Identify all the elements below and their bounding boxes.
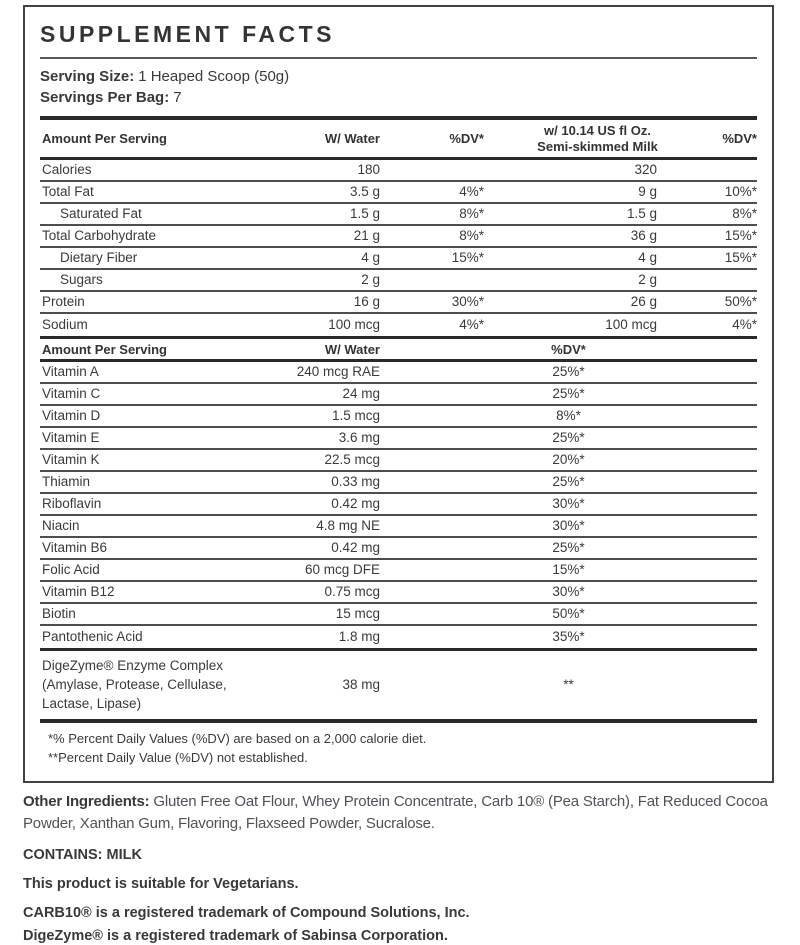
water-dv: 30%* bbox=[451, 294, 484, 309]
panel-title: SUPPLEMENT FACTS bbox=[40, 21, 335, 47]
table-row bbox=[40, 204, 757, 226]
water-dv: 25%* bbox=[552, 364, 585, 379]
water-dv: 35%* bbox=[552, 629, 585, 644]
table1-header-dv1: %DV* bbox=[449, 131, 484, 146]
nutrition-table-vitamins bbox=[40, 362, 757, 648]
enzyme-complex-name-line: (Amylase, Protease, Cellulase, bbox=[42, 677, 227, 692]
table-row bbox=[40, 270, 757, 292]
footnote-not-established: **Percent Daily Value (%DV) not established. bbox=[48, 750, 308, 765]
water-dv: 25%* bbox=[552, 430, 585, 445]
table2-header-row bbox=[40, 339, 757, 359]
water-dv: 4%* bbox=[459, 317, 484, 332]
table1-header-row bbox=[40, 120, 757, 157]
table2-header-amount: Amount Per Serving bbox=[42, 341, 167, 357]
water-amount: 100 mcg bbox=[328, 317, 380, 332]
table1-header-milk bbox=[490, 123, 705, 155]
table-row bbox=[40, 604, 757, 626]
water-amount: 0.33 mg bbox=[331, 474, 380, 489]
milk-amount: 2 g bbox=[638, 272, 657, 287]
nutrient-name: Niacin bbox=[42, 518, 80, 533]
water-dv: 30%* bbox=[552, 584, 585, 599]
nutrient-name: Calories bbox=[42, 162, 92, 177]
table1-header-milk-line1: w/ 10.14 US fl Oz. bbox=[544, 122, 651, 138]
water-dv: 8%* bbox=[556, 408, 581, 423]
water-amount: 24 mg bbox=[342, 386, 380, 401]
water-amount: 22.5 mcg bbox=[324, 452, 380, 467]
table-row bbox=[40, 160, 757, 182]
water-amount: 180 bbox=[357, 162, 380, 177]
table-row bbox=[40, 428, 757, 450]
water-amount: 0.42 mg bbox=[331, 540, 380, 555]
water-amount: 3.5 g bbox=[349, 184, 380, 199]
trademark-carb10: CARB10® is a registered trademark of Compound Solutions, Inc. bbox=[23, 905, 470, 921]
water-dv: 50%* bbox=[552, 606, 585, 621]
milk-dv: 15%* bbox=[724, 228, 757, 243]
nutrient-name: Sugars bbox=[60, 272, 103, 287]
water-amount: 0.75 mcg bbox=[324, 584, 380, 599]
water-amount: 2 g bbox=[361, 272, 380, 287]
nutrient-name: Thiamin bbox=[42, 474, 91, 489]
nutrient-name: Vitamin A bbox=[42, 364, 99, 379]
milk-amount: 9 g bbox=[638, 184, 657, 199]
nutrient-name: Total Fat bbox=[42, 184, 94, 199]
servings-per-bag-value: 7 bbox=[173, 89, 182, 106]
water-amount: 60 mcg DFE bbox=[304, 562, 380, 577]
table-row bbox=[40, 450, 757, 472]
table1-header-dv2: %DV* bbox=[722, 131, 757, 146]
table-row bbox=[40, 314, 757, 336]
water-amount: 21 g bbox=[353, 228, 380, 243]
water-amount: 240 mcg RAE bbox=[296, 364, 380, 379]
other-ingredients bbox=[23, 791, 779, 835]
vegetarian-note: This product is suitable for Vegetarians. bbox=[23, 876, 299, 892]
table-row bbox=[40, 384, 757, 406]
milk-dv: 15%* bbox=[724, 250, 757, 265]
milk-amount: 320 bbox=[634, 162, 657, 177]
table-row bbox=[40, 626, 757, 648]
table-row bbox=[40, 226, 757, 248]
table-row bbox=[40, 406, 757, 428]
label-footer-text bbox=[23, 791, 779, 945]
serving-info bbox=[40, 59, 757, 116]
water-dv: 25%* bbox=[552, 474, 585, 489]
water-dv: 30%* bbox=[552, 518, 585, 533]
nutrient-name: Folic Acid bbox=[42, 562, 100, 577]
nutrient-name: Sodium bbox=[42, 317, 88, 332]
table-row bbox=[40, 582, 757, 604]
water-dv: 8%* bbox=[459, 206, 484, 221]
other-ingredients-list: Gluten Free Oat Flour, Whey Protein Concentrate, Carb 10® (Pea Starch), Fat Reduced Cocoa Powder, Xanthan Gum, Flavoring, Flaxseed Powder, Sucralose. bbox=[23, 793, 768, 832]
milk-dv: 8%* bbox=[732, 206, 757, 221]
enzyme-complex-name-line: DigeZyme® Enzyme Complex bbox=[42, 658, 223, 673]
contains-statement: CONTAINS: MILK bbox=[23, 847, 142, 863]
water-dv: 4%* bbox=[459, 184, 484, 199]
water-dv: 15%* bbox=[451, 250, 484, 265]
nutrient-name: Vitamin K bbox=[42, 452, 100, 467]
water-dv: 25%* bbox=[552, 386, 585, 401]
nutrient-name: Pantothenic Acid bbox=[42, 629, 143, 644]
table2-header-water: W/ Water bbox=[324, 341, 380, 357]
table1-header-milk-line2: Semi-skimmed Milk bbox=[537, 138, 658, 154]
water-dv: 8%* bbox=[459, 228, 484, 243]
table-row bbox=[40, 472, 757, 494]
serving-size-label: Serving Size: bbox=[40, 68, 135, 85]
water-dv: 25%* bbox=[552, 540, 585, 555]
serving-size-value: 1 Heaped Scoop (50g) bbox=[138, 68, 290, 85]
water-dv: 30%* bbox=[552, 496, 585, 511]
water-amount: 15 mcg bbox=[335, 606, 380, 621]
milk-amount: 26 g bbox=[630, 294, 657, 309]
other-ingredients-label: Other Ingredients: bbox=[23, 793, 150, 810]
nutrient-name: Biotin bbox=[42, 606, 76, 621]
table-row bbox=[40, 538, 757, 560]
table-row bbox=[40, 362, 757, 384]
nutrient-name: Vitamin E bbox=[42, 430, 100, 445]
milk-amount: 1.5 g bbox=[626, 206, 657, 221]
nutrient-name: Vitamin B12 bbox=[42, 584, 115, 599]
water-amount: 1.5 g bbox=[349, 206, 380, 221]
nutrient-name: Riboflavin bbox=[42, 496, 102, 511]
nutrient-name: Saturated Fat bbox=[60, 206, 142, 221]
nutrition-table-main bbox=[40, 160, 757, 336]
water-amount: 1.5 mcg bbox=[331, 408, 380, 423]
enzyme-complex-amount: 38 mg bbox=[342, 677, 380, 692]
milk-dv: 4%* bbox=[732, 317, 757, 332]
water-dv: 15%* bbox=[552, 562, 585, 577]
nutrient-name: Dietary Fiber bbox=[60, 250, 138, 265]
footnote-daily-values: *% Percent Daily Values (%DV) are based on a 2,000 calorie diet. bbox=[48, 731, 427, 746]
water-amount: 16 g bbox=[353, 294, 380, 309]
water-amount: 4 g bbox=[361, 250, 380, 265]
enzyme-complex-row bbox=[40, 651, 757, 719]
table-row bbox=[40, 494, 757, 516]
table-row bbox=[40, 516, 757, 538]
nutrient-name: Vitamin D bbox=[42, 408, 101, 423]
servings-per-bag-line bbox=[40, 87, 757, 108]
enzyme-complex-name bbox=[40, 656, 290, 713]
water-amount: 4.8 mg NE bbox=[316, 518, 380, 533]
table1-header-water: W/ Water bbox=[324, 131, 380, 146]
milk-amount: 4 g bbox=[638, 250, 657, 265]
nutrient-name: Total Carbohydrate bbox=[42, 228, 157, 243]
enzyme-complex-dv: ** bbox=[563, 677, 574, 692]
trademark-digezyme: DigeZyme® is a registered trademark of Sabinsa Corporation. bbox=[23, 928, 448, 944]
water-amount: 0.42 mg bbox=[331, 496, 380, 511]
footnotes bbox=[40, 723, 757, 773]
milk-amount: 100 mcg bbox=[605, 317, 657, 332]
table-row bbox=[40, 292, 757, 314]
water-amount: 3.6 mg bbox=[338, 430, 380, 445]
table1-header-amount: Amount Per Serving bbox=[42, 131, 167, 146]
milk-dv: 10%* bbox=[724, 184, 757, 199]
table-row bbox=[40, 560, 757, 582]
milk-dv: 50%* bbox=[724, 294, 757, 309]
nutrient-name: Vitamin C bbox=[42, 386, 101, 401]
water-dv: 20%* bbox=[552, 452, 585, 467]
table-row bbox=[40, 248, 757, 270]
supplement-facts-panel bbox=[23, 5, 774, 783]
serving-size-line bbox=[40, 66, 757, 87]
table2-header-dv: %DV* bbox=[551, 341, 586, 357]
milk-amount: 36 g bbox=[630, 228, 657, 243]
water-amount: 1.8 mg bbox=[338, 629, 380, 644]
table-row bbox=[40, 182, 757, 204]
enzyme-complex-name-line: Lactase, Lipase) bbox=[42, 696, 142, 711]
servings-per-bag-label: Servings Per Bag: bbox=[40, 89, 170, 106]
nutrient-name: Protein bbox=[42, 294, 85, 309]
nutrient-name: Vitamin B6 bbox=[42, 540, 108, 555]
